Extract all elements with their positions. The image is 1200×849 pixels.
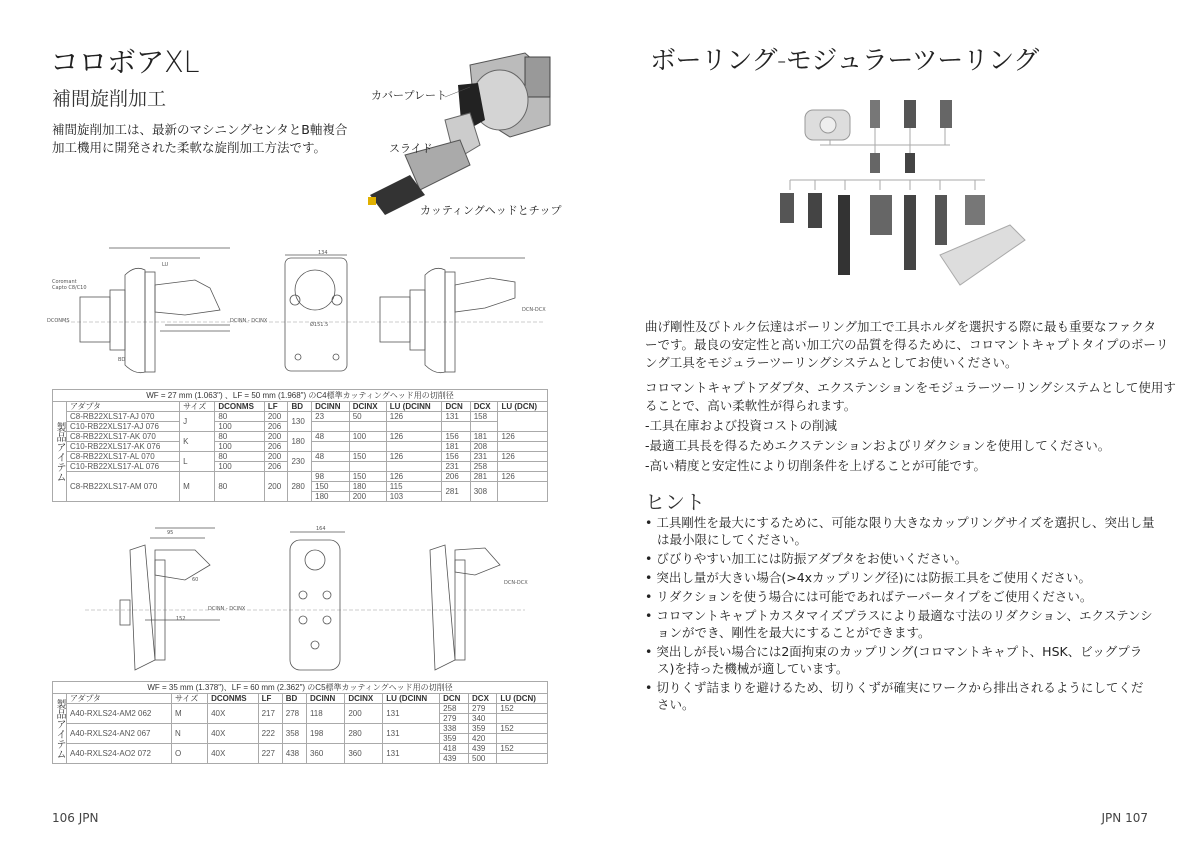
column-header: DCONMS: [215, 402, 264, 412]
column-header: DCX: [469, 694, 497, 704]
column-header: DCINX: [345, 694, 383, 704]
drawing-label-164: 164: [316, 526, 326, 532]
table-cell: 126: [386, 432, 442, 442]
table-cell: 181: [442, 442, 470, 452]
table-cell: [386, 422, 442, 432]
cutting-diameter-table-c4: [52, 389, 548, 502]
benefit-item: -高い精度と安定性により切削条件を上げることが可能です。: [645, 458, 987, 473]
table-caption-row: [53, 390, 548, 402]
drawing-label-152: 152: [176, 616, 186, 622]
technical-drawing-c5: [45, 520, 555, 680]
table-cell: 200: [264, 412, 288, 422]
text-line: 曲げ剛性及びトルク伝達はボーリング加工で工具ホルダを選択する際に最も重要なファクタ: [645, 319, 1157, 334]
page-title-left: コロボアXL: [50, 45, 200, 79]
table-cell: 420: [469, 734, 497, 744]
hint-item: • 突出し量が大きい場合(>4xカップリング径)には防振工具をご使用ください。: [645, 570, 1092, 585]
table-cell: 118: [306, 704, 344, 724]
table-cell: C8-RB22XLS17-AJ 070: [67, 412, 180, 422]
table-cell: C8-RB22XLS17-AL 070: [67, 452, 180, 462]
table-cell: 206: [264, 422, 288, 432]
table-side-label: 製品アイテム: [53, 402, 67, 502]
table-side-label: 製品アイテム: [53, 694, 67, 764]
hint-item: • 切りくず詰まりを避けるため、切りくずが確実にワークから排出されるようにしてください。: [645, 680, 1144, 712]
table-cell: 103: [386, 492, 442, 502]
hint-item: • リダクションを使う場合には可能であればテーパータイプをご使用ください。: [645, 589, 1093, 604]
benefit-item: -最適工具長を得るためエクステンションおよびリダクションを使用してください。: [645, 438, 1111, 453]
table-cell: 200: [264, 432, 288, 442]
table-cell: 126: [498, 432, 548, 442]
column-header: アダプタ: [67, 694, 172, 704]
table-cell: 198: [306, 724, 344, 744]
subtitle: 補間旋削加工: [52, 88, 167, 110]
table-cell: [497, 714, 548, 724]
table-caption-row: [53, 682, 548, 694]
table-cell: 439: [440, 754, 469, 764]
drawing-label-dcn: DCN-DCX: [522, 307, 546, 313]
table-cell: 131: [383, 724, 440, 744]
text-line: コロマントキャプトアダプタ、エクステンションをモジュラーツーリングシステムとして使用す: [645, 380, 1176, 395]
table-cell: 180: [312, 492, 350, 502]
hints-list: [645, 514, 1155, 715]
table-cell: 80: [215, 412, 264, 422]
table-cell: 279: [469, 704, 497, 714]
drawing-label-coromant: [52, 279, 87, 291]
drawing-label-bd: BD: [118, 357, 126, 363]
intro-paragraph-2: [645, 379, 1176, 475]
table-cell: 100: [349, 432, 386, 442]
table-cell: 230: [288, 452, 312, 472]
table-cell: 80: [215, 452, 264, 462]
hint-item: • コロマントキャプトカスタマイズプラスにより最適な寸法のリダクション、エクステンションができ、剛性を最大にすることができます。: [645, 608, 1153, 640]
table-cell: 222: [258, 724, 282, 744]
column-header: DCINX: [349, 402, 386, 412]
table-cell: 180: [349, 482, 386, 492]
table-caption: WF = 27 mm (1.063") 、LF = 50 mm (1.968") のC4標準カッティングヘッド用の切削径: [53, 390, 548, 402]
intro-line: 補間旋削加工は、最新のマシニングセンタとB軸複合: [52, 122, 348, 137]
table-cell: C10-RB22XLS17-AJ 076: [67, 422, 180, 432]
table-cell: [498, 462, 548, 472]
table-cell: 156: [442, 452, 470, 462]
table-cell: 131: [383, 744, 440, 764]
drawing-label-134: 134: [318, 250, 328, 256]
column-header: LU (DCN): [498, 402, 548, 412]
table-cell: 500: [469, 754, 497, 764]
table-cell: O: [171, 744, 207, 764]
table-cell: [442, 422, 470, 432]
intro-paragraph-1: [645, 318, 1168, 372]
table-cell: M: [171, 704, 207, 724]
table-cell: 278: [282, 704, 306, 724]
table-cell: 126: [498, 452, 548, 462]
table-cell: 130: [288, 412, 312, 432]
table-cell: 200: [264, 472, 288, 502]
table-cell: C10-RB22XLS17-AL 076: [67, 462, 180, 472]
callout-cutting-head: カッティングヘッドとチップ: [420, 204, 562, 217]
hint-item: • びびりやすい加工には防振アダプタをお使いください。: [645, 551, 968, 566]
text-line: ング工具をモジュラーツーリングシステムとしてお使いください。: [645, 355, 1018, 370]
table-cell: 340: [469, 714, 497, 724]
table-cell: 80: [215, 432, 264, 442]
table-cell: 280: [288, 472, 312, 502]
table-cell: 181: [470, 432, 498, 442]
table-cell: 100: [215, 422, 264, 432]
table-cell: 40X: [208, 704, 259, 724]
table-cell: [349, 462, 386, 472]
table-cell: 439: [469, 744, 497, 754]
table-cell: 418: [440, 744, 469, 754]
column-header: DCINN: [312, 402, 350, 412]
table-cell: 360: [306, 744, 344, 764]
table-caption: WF = 35 mm (1.378")、LF = 60 mm (2.362") のC5標準カッティングヘッド用の切削径: [53, 682, 548, 694]
table-cell: 150: [349, 472, 386, 482]
table-cell: 227: [258, 744, 282, 764]
table-cell: 115: [386, 482, 442, 492]
column-header: LF: [258, 694, 282, 704]
label: Coromant: [52, 279, 77, 285]
table-cell: 150: [349, 452, 386, 462]
column-header: BD: [282, 694, 306, 704]
column-header: DCONMS: [208, 694, 259, 704]
table-cell: 156: [442, 432, 470, 442]
table-cell: 50: [349, 412, 386, 422]
table-cell: 359: [440, 734, 469, 744]
table-cell: 359: [469, 724, 497, 734]
drawing-label-dcinn: DCINN - DCINX: [230, 318, 268, 324]
table-cell: 152: [497, 704, 548, 714]
table-row: [53, 432, 548, 442]
label: Capto C8/C10: [52, 285, 87, 291]
table-cell: 308: [470, 482, 498, 502]
drawing-label-lu: LU: [162, 262, 169, 268]
text-line: ーです。最良の安定性と高い加工穴の品質を得るために、コロマントキャプトタイプのボーリ: [645, 337, 1169, 352]
table-cell: [312, 442, 350, 452]
drawing-label-95: 95: [167, 530, 174, 536]
benefit-item: -工具在庫および投資コストの削減: [645, 418, 838, 433]
table-cell: 126: [386, 452, 442, 462]
table-row: [53, 452, 548, 462]
table-cell: [386, 442, 442, 452]
table-cell: [312, 462, 350, 472]
cutting-diameter-table-c5: [52, 681, 548, 764]
table-cell: [498, 442, 548, 452]
table-cell: [470, 422, 498, 432]
table-row: [53, 744, 548, 754]
drawing-label-dconms: DCONMS: [47, 318, 70, 324]
table-cell: [349, 442, 386, 452]
column-header: DCINN: [306, 694, 344, 704]
table-cell: 206: [442, 472, 470, 482]
table-cell: 258: [440, 704, 469, 714]
table-header-row: [53, 694, 548, 704]
table-cell: 158: [470, 412, 498, 422]
table-cell: 217: [258, 704, 282, 724]
table-cell: 100: [215, 462, 264, 472]
table-cell: 126: [498, 472, 548, 482]
column-header: LF: [264, 402, 288, 412]
drawing-label-dcn-2: DCN-DCX: [504, 580, 528, 586]
column-header: LU (DCN): [497, 694, 548, 704]
table-cell: [497, 754, 548, 764]
table-cell: A40-RXLS24-AO2 072: [67, 744, 172, 764]
page-number-right: JPN 107: [1101, 811, 1148, 825]
column-header: DCN: [440, 694, 469, 704]
table-cell: A40-RXLS24-AM2 062: [67, 704, 172, 724]
table-cell: 80: [215, 472, 264, 502]
callout-cover-plate: カバープレート: [371, 89, 448, 102]
column-header: DCX: [470, 402, 498, 412]
table-cell: N: [171, 724, 207, 744]
table-cell: 180: [288, 432, 312, 452]
column-header: LU (DCINN: [383, 694, 440, 704]
table-cell: 358: [282, 724, 306, 744]
table-cell: 206: [264, 462, 288, 472]
exploded-tool-image: [350, 45, 560, 225]
table-cell: 281: [442, 482, 470, 502]
table-cell: 152: [497, 744, 548, 754]
table-cell: 231: [470, 452, 498, 462]
table-cell: 438: [282, 744, 306, 764]
table-cell: C8-RB22XLS17-AM 070: [67, 472, 180, 502]
column-header: サイズ: [180, 402, 215, 412]
table-cell: 40X: [208, 724, 259, 744]
table-cell: 131: [383, 704, 440, 724]
table-cell: 100: [215, 442, 264, 452]
table-cell: K: [180, 432, 215, 452]
modular-tooling-system-image: [770, 95, 1035, 295]
table-cell: 279: [440, 714, 469, 724]
table-cell: 40X: [208, 744, 259, 764]
column-header: アダプタ: [67, 402, 180, 412]
table-cell: 48: [312, 452, 350, 462]
table-cell: 231: [442, 462, 470, 472]
table-cell: 126: [386, 412, 442, 422]
table-cell: C8-RB22XLS17-AK 070: [67, 432, 180, 442]
hint-item: • 工具剛性を最大にするために、可能な限り大きなカップリングサイズを選択し、突出し量は最小限にしてください。: [645, 515, 1155, 547]
table-cell: 281: [470, 472, 498, 482]
table-row: [53, 724, 548, 734]
column-header: DCN: [442, 402, 470, 412]
text-line: ることで、高い柔軟性が得られます。: [645, 398, 857, 413]
table-cell: 131: [442, 412, 470, 422]
intro-text: [52, 121, 347, 157]
table-cell: 208: [470, 442, 498, 452]
table-header-row: [53, 402, 548, 412]
drawing-label-60: 60: [192, 577, 199, 583]
column-header: BD: [288, 402, 312, 412]
table-cell: 206: [264, 442, 288, 452]
table-cell: [498, 482, 548, 502]
table-cell: 200: [264, 452, 288, 462]
table-cell: [497, 734, 548, 744]
table-cell: [349, 422, 386, 432]
table-cell: 258: [470, 462, 498, 472]
table-cell: C10-RB22XLS17-AK 076: [67, 442, 180, 452]
table-cell: 360: [345, 744, 383, 764]
page-title-right: ボーリング-モジュラーツーリング: [650, 46, 1039, 76]
hints-heading: ヒント: [645, 490, 705, 514]
table-cell: 48: [312, 432, 350, 442]
table-cell: L: [180, 452, 215, 472]
intro-line: 加工機用に開発された柔軟な旋削加工方法です。: [52, 140, 327, 155]
table-cell: 23: [312, 412, 350, 422]
table-cell: 280: [345, 724, 383, 744]
table-cell: M: [180, 472, 215, 502]
table-cell: 338: [440, 724, 469, 734]
table-cell: 150: [312, 482, 350, 492]
drawing-label-dcinn-2: DCINN - DCINX: [208, 606, 246, 612]
table-cell: 200: [349, 492, 386, 502]
table-row: [53, 472, 548, 482]
table-cell: [498, 412, 548, 432]
table-cell: 126: [386, 472, 442, 482]
column-header: サイズ: [171, 694, 207, 704]
table-row: [53, 704, 548, 714]
table-cell: [312, 422, 350, 432]
table-cell: 152: [497, 724, 548, 734]
callout-slide: スライド: [389, 142, 433, 155]
table-row: [53, 412, 548, 422]
table-cell: A40-RXLS24-AN2 067: [67, 724, 172, 744]
column-header: LU (DCINN: [386, 402, 442, 412]
table-cell: 98: [312, 472, 350, 482]
drawing-label-d151: Ø151.5: [310, 322, 329, 328]
page-number-left: 106 JPN: [52, 811, 99, 825]
hint-item: • 突出しが長い場合には2面拘束のカップリング(コロマントキャプト、HSK、ビッグプラス)を持った機械が適しています。: [645, 644, 1143, 676]
table-cell: [386, 462, 442, 472]
table-cell: J: [180, 412, 215, 432]
table-cell: 200: [345, 704, 383, 724]
